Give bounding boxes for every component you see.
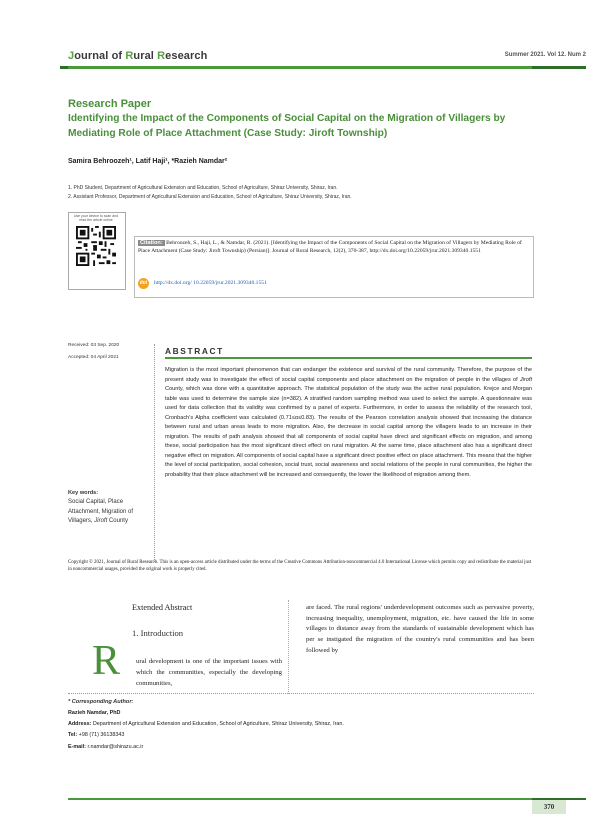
section-title: 1. Introduction bbox=[132, 628, 184, 638]
issue-info: Summer 2021. Vol 12. Num 2 bbox=[504, 52, 586, 58]
keywords-italic: Jiroft bbox=[94, 518, 108, 524]
paper-title: Identifying the Impact of the Components of Social Capital on the Migration of Villagers by Mediating Role of Place Attachment (Case Study: Jiroft Township) bbox=[68, 113, 506, 139]
corresponding-email bbox=[68, 744, 143, 750]
corresponding-tel bbox=[68, 732, 124, 738]
abstract-title: ABSTRACT bbox=[165, 346, 224, 356]
journal-title-part1: ournal of bbox=[74, 50, 126, 62]
right-column-text: are faced. The rural regions' underdevelopment outcomes such as pervasive poverty, increasing inequality, unemployment, migration, etc. have caused the life in some villages to distance away from the standards of sustainable development which has per se instigated the migration of the country's rural communities and has been followed by bbox=[306, 604, 534, 654]
received-date: Received: 03 Sep. 2020 bbox=[68, 343, 120, 348]
citation-text bbox=[138, 240, 528, 255]
keywords-end: County bbox=[107, 518, 128, 524]
drop-cap: R bbox=[92, 638, 121, 684]
accepted-date: Accepted: 04 April 2021 bbox=[68, 355, 119, 360]
journal-title-initial: J bbox=[68, 50, 75, 62]
address-label: Address: bbox=[68, 721, 92, 727]
corresponding-rule bbox=[68, 693, 534, 694]
doi-icon: doi bbox=[138, 278, 149, 289]
corresponding-address bbox=[68, 721, 344, 727]
corresponding-name: Razieh Namdar, PhD bbox=[68, 710, 121, 716]
tel-value: +98 (71) 36138343 bbox=[77, 732, 125, 738]
corresponding-heading: * Corresponding Author: bbox=[68, 699, 134, 705]
affiliation-1: 1. PhD Student, Department of Agricultural Extension and Education, School of Agriculture, Shiraz University, Shiraz, Iran. bbox=[68, 185, 338, 191]
page-number: 370 bbox=[543, 803, 555, 811]
abstract-part1: Migration is the most important phenomenon that can endanger the existence and survival of the rural community. Therefore, the purpose of the present study was to investigate the effect of social capital components and place attachment on the migration of people in the villages of bbox=[165, 367, 532, 383]
address-value: Department of Agricultural Extension and Education, School of Agriculture, Shiraz University, Shiraz, Iran. bbox=[91, 721, 344, 727]
journal-title-part2: ural bbox=[133, 50, 158, 62]
text-column-divider bbox=[288, 600, 289, 694]
journal-title-part3: esearch bbox=[165, 50, 208, 62]
tel-label: Tel: bbox=[68, 732, 78, 738]
copyright-notice: Copyright © 2021, Journal of Rural Research. This is an open-access article distributed under the terms of the Creative Commons Attribution-noncommercial 4.0 International License which permits copy and redistribute the material just in noncommercial usages, provided the original work is properly cited. bbox=[68, 560, 532, 572]
header-bar-tail bbox=[532, 66, 586, 69]
authors: Samira Behroozeh¹, Latif Haji¹, *Razieh Namdar² bbox=[68, 158, 228, 165]
keywords-body: Social Capital, Place Attachment, Migration of Villagers, bbox=[68, 499, 134, 524]
email-label: E-mail: bbox=[68, 744, 86, 750]
qr-code-icon[interactable] bbox=[76, 226, 116, 266]
doi-link[interactable]: http://dx.doi.org/ 10.22059/jrur.2021.309340.1551 bbox=[154, 280, 267, 286]
extended-abstract-title: Extended Abstract bbox=[132, 603, 193, 612]
column-divider bbox=[154, 344, 156, 562]
journal-title bbox=[68, 50, 207, 62]
email-value[interactable]: r.namdar@shirazu.ac.ir bbox=[85, 744, 144, 750]
citation-body: Behroozeh, S., Haji, L., & Namdar, R. (2021). [Identifying the Impact of the Components of Social Capital on the Migration of Villagers by Mediating Role of Place Attachment (Case Study: Jiroft Township) (Persian)]. Journal of Rural Research, 12(2), 370-387, http://dx.doi.org/10.22059/jrur.2021.309340.1551 bbox=[138, 240, 522, 254]
journal-title-r: R bbox=[125, 50, 134, 62]
citation-label: Citation: bbox=[140, 240, 163, 246]
abstract-italic: Jiroft bbox=[519, 376, 532, 383]
header-bar bbox=[68, 66, 532, 69]
paper-type: Research Paper bbox=[68, 98, 152, 110]
keywords-title: Key words: bbox=[68, 490, 99, 496]
affiliation-2: 2. Assistant Professor, Department of Agricultural Extension and Education, School of Agriculture, Shiraz University, Shiraz, Iran. bbox=[68, 194, 352, 200]
qr-caption: Use your device to scan and read the article online bbox=[73, 214, 119, 223]
journal-title-r2: R bbox=[157, 50, 166, 62]
footer-bar bbox=[68, 798, 532, 800]
intro-text: ural development is one of the important issues with which the communities, especially the developing communities, bbox=[136, 658, 282, 688]
keywords-text bbox=[68, 498, 146, 527]
abstract-part2: County, which was done with a quantitative approach. The statistical population of the study was the active rural population. Krejce and Morgan table was used to determine the sample size (n=382). A stratified random sampling method was used to select the sample. A questionnaire was used for data collection that its validity was confirmed by a panel of experts. Furthermore, in order to assess the reliability of the research tool, Cronbach's Alpha coefficient was calculated (0.71≤α≤0.83). The results of the Pearson correlation analysis showed that increasing the distance between rural and urban areas leads to more migration. Also, the decrease in social capital among the villagers leads to an increase in their migration. The results of path analysis showed that all components of social capital have direct and significant effects on migration, and among these, social participation has the most significant direct effect on rural migration. At the same time, place attachment also has a significant direct negative effect on migration. All components of social capital have a significant direct positive effect on place attachment. This means that the higher the level of social participation, social cohesion, social trust, social awareness and social relations of the people in rural communities, the higher the probability that their place attachment will be increased and consequently, the lower the likelihood of migration among them. bbox=[165, 386, 532, 478]
abstract-rule bbox=[165, 357, 532, 359]
abstract-text bbox=[165, 366, 532, 480]
